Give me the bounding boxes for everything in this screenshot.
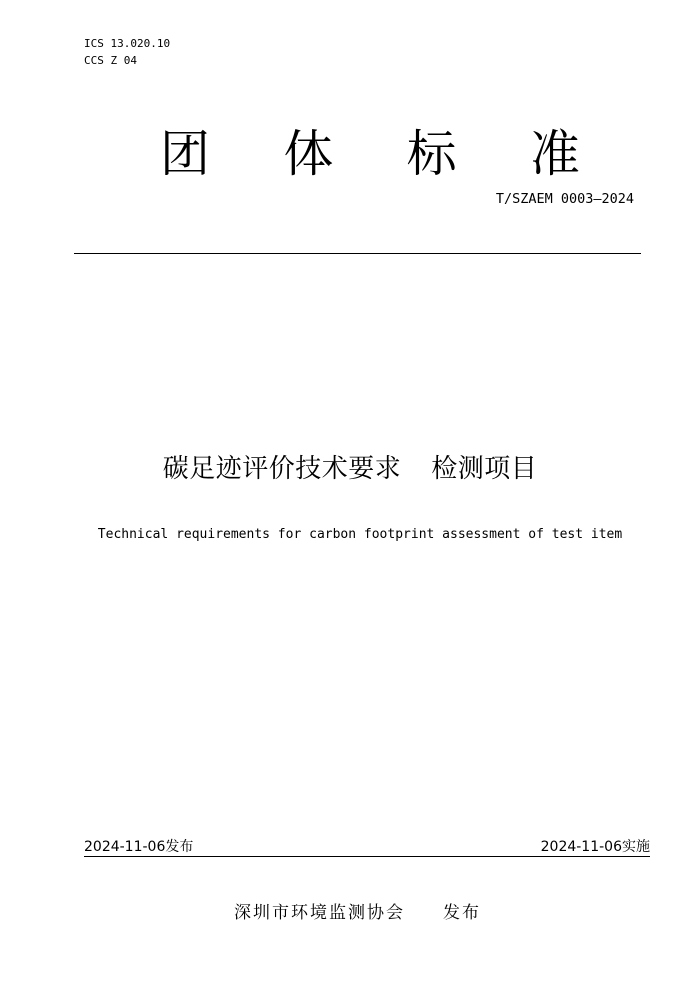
title-char-1: 团 — [160, 125, 210, 183]
main-title-part2: 检测项目 — [431, 454, 538, 484]
title-char-2: 体 — [283, 125, 334, 183]
publisher-label: 发布 — [443, 903, 481, 923]
ics-code: ICS 13.020.10 — [84, 37, 171, 50]
publish-date-group — [84, 838, 193, 856]
publish-label: 发布 — [165, 839, 194, 855]
title-char-4: 准 — [529, 125, 580, 183]
publish-date: 2024-11-06 — [84, 839, 166, 855]
standard-number: T/SZAEM 0003—2024 — [495, 191, 634, 207]
main-title — [0, 451, 700, 487]
publisher-name: 深圳市环境监测协会 — [234, 903, 405, 923]
implement-label: 实施 — [622, 839, 650, 855]
ccs-code: CCS Z 04 — [84, 54, 137, 67]
header-divider — [74, 253, 641, 254]
main-title-part1: 碳足迹评价技术要求 — [162, 454, 402, 484]
implement-date: 2024-11-06 — [540, 839, 622, 855]
publisher-line — [0, 901, 700, 925]
title-char-3: 标 — [406, 125, 457, 183]
document-type-title — [160, 126, 580, 182]
implement-date-group — [541, 838, 650, 856]
english-title: Technical requirements for carbon footprint assessment of test item — [97, 527, 623, 542]
date-row — [84, 838, 650, 857]
